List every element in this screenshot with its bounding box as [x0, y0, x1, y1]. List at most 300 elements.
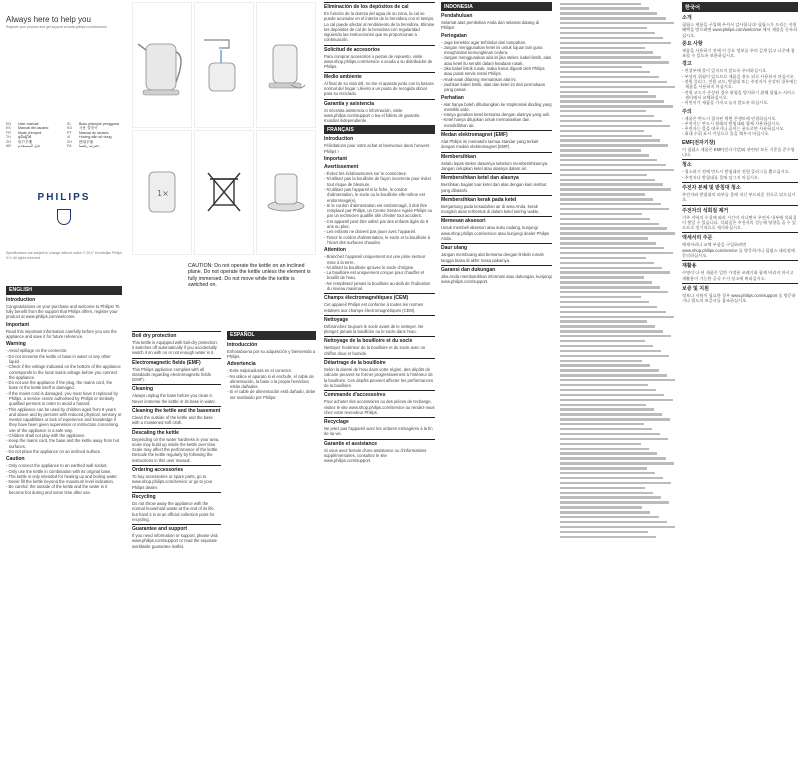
text-line: [560, 325, 655, 327]
text-line: [560, 139, 660, 141]
text-line: [560, 3, 641, 5]
id-caution-item: - Hanya gunakan ketel bersama dengan alasnya yang asli.: [441, 112, 550, 118]
fill-kettle-illustration: [194, 2, 254, 128]
text-line: [560, 218, 650, 220]
intro-text: Congratulations on your purchase and welcome to Philips! To fully benefit from the support that Philips offers, register your product at www.philips.com/welcome.: [6, 303, 120, 320]
language-entry: [6, 144, 61, 148]
heading-ko-support: 보증 및 지원: [682, 283, 798, 292]
ko-warning-item: - 어린이가 제품을 가지고 놀지 않도록 하십시오.: [682, 100, 769, 106]
ko-caution-list: [682, 116, 798, 137]
id-warning-item: - Jangan menggunakan ketel ini untuk tujuan lain guna menghindari kemungkinan cedera.: [441, 44, 543, 56]
section-heading: Membersihkan: [441, 152, 552, 160]
caution-item: - Only use the kettle in combination with its original base.: [6, 468, 112, 474]
heading-introduction: Introduction: [6, 296, 36, 303]
text-line: [560, 242, 656, 244]
language-manual-title: دفترچه راهنما: [79, 144, 100, 149]
ko-caution-item: - 최대 수위 표시 이상으로 물을 채우지 마십시오.: [682, 131, 770, 137]
section-heading: Commande d'accessoires: [324, 390, 435, 398]
heading-ko-recycle: 재활용: [682, 260, 798, 269]
text-line: [560, 95, 656, 97]
important-text: Read this important information carefully before you use the appliance and save it for future reference.: [6, 328, 117, 340]
id-warning-item: - Jauhkan kabel listrik, alas dan ketel ini dari permukaan yang panas.: [441, 81, 546, 93]
es-warning-list: [227, 368, 316, 400]
language-manual-title: 사용 설명서: [79, 126, 98, 131]
section-francais: FRANÇAIS: [324, 125, 435, 134]
warning-item: - Do not place the appliance on an inclined surface.: [6, 448, 102, 454]
cover-footer: Specifications are subject to change without notice © 2017 Koninklijke Philips N.V. All rights reserved.: [6, 251, 122, 260]
heading-es-warning: Advertencia: [227, 361, 256, 368]
fr-warning-list: [324, 171, 435, 245]
text-line: [560, 120, 662, 122]
text-line: [560, 12, 657, 14]
section-heading: Membersihkan kerak pada ketel: [441, 195, 552, 203]
text-line: [560, 81, 667, 83]
ko-important-text: 제품을 사용하기 전에 이 중요 정보를 주의 깊게 읽고 나중에 참조할 수 있도록 보관하십시오.: [682, 47, 795, 59]
caution-item: - Never fill the kettle beyond the maximum level indication.: [6, 479, 114, 485]
text-line: [560, 223, 659, 225]
ko-caution-item: - 주전자는 물을 데우거나 끓이는 용도로만 사용하십시오.: [682, 126, 785, 132]
text-line: [560, 159, 657, 161]
text-line: [560, 536, 656, 538]
text-line: [560, 364, 650, 366]
text-line: [560, 110, 646, 112]
heading-fr-attention: Attention: [324, 247, 346, 254]
language-entry: [67, 144, 122, 148]
text-line: [560, 531, 648, 533]
heading-ko-descale: 주전자의 석회질 제거: [682, 205, 798, 214]
fr-warning-item: - Si le cordon d'alimentation est endommagé, il doit être remplacé par Philips, un Centre Service Agréé Philips ou par un technicien qualifié afin d'éviter tout accident.: [324, 202, 433, 219]
ko-warning-list: [682, 68, 798, 105]
text-line: [560, 257, 646, 259]
section-paragraph: Jika Anda membutuhkan informasi atau dukungan, kunjungi www.philips.com/support.: [441, 273, 552, 285]
text-line: [560, 423, 644, 425]
fr-warning-item: - N'utilisez pas l'appareil si la fiche, le cordon d'alimentation, le socle ou la bouilloire elle-même est endommagé(e).: [324, 186, 425, 203]
text-line: [560, 37, 663, 39]
section-heading: Détartrage de la bouilloire: [324, 358, 435, 366]
language-manual-title: Manual do usuário: [79, 130, 109, 135]
text-line: [560, 501, 669, 503]
page3-col-2: [441, 0, 552, 465]
text-line: [560, 428, 652, 430]
section-korean: 한국어: [682, 2, 798, 12]
text-line: [560, 492, 653, 494]
es-intro-text: Enhorabuena por su adquisición y bienvenido a Philips.: [227, 348, 316, 359]
ko-clean-list: [682, 169, 798, 180]
section-paragraph: Pour acheter des accessoires ou des pièces de rechange, visitez le site www.shop.philips.com/service ou rendez-vous chez votre revendeur Philips.: [324, 399, 435, 415]
section-heading: Ordering accessories: [132, 465, 221, 473]
section-paragraph: Untuk membeli aksesori atau suku cadang, kunjungi www.shop.philips.com/service atau kunjungi dealer Philips Anda.: [441, 225, 549, 242]
section-paragraph: Si necesita asistencia o información, visite www.philips.com/support o lea el folleto de garantía mundial independiente.: [324, 107, 420, 124]
heading-ko-clean-kettle: 주전자 본체 및 받침대 청소: [682, 182, 798, 191]
section-paragraph: Nettoyez l'extérieur de la bouilloire et du socle avec un chiffon doux et humide.: [324, 345, 426, 356]
text-line: [560, 135, 652, 137]
id-caution-item: - Alat hanya boleh dihubungkan ke stopkontak dinding yang memiliki arde.: [441, 101, 552, 112]
text-line: [560, 496, 661, 498]
text-line: [560, 66, 642, 68]
heading-ko-warning: 경고: [682, 61, 692, 68]
section-espanol: ESPAÑOL: [227, 331, 316, 340]
heading-warning: Warning: [6, 341, 26, 348]
language-code: FA: [67, 144, 72, 149]
section-indonesia: INDONESIA: [441, 2, 552, 11]
section-paragraph: En función de la dureza del agua de su zona, la cal se puede acumular en el interior de la hervidora con el tiempo. La cal puede afectar al rendimiento de la hervidora. Elimine los depósitos de cal de la hervidora con regularidad siguiendo las instrucciones que se proporcionan a continuación.: [324, 11, 435, 43]
text-line: [560, 291, 668, 293]
heading-ko-accessories: 액세서리 주문: [682, 232, 798, 241]
section-paragraph: This kettle is equipped with boil-dry protection: it switches off automatically if you accidentally switch it on with no or not enough water in it.: [132, 339, 218, 356]
es-warning-item: - No utilice el aparato si el enchufe, el cable de alimentación, la base o la propia hervidora están dañados.: [227, 373, 314, 390]
illustration-grid: [132, 0, 316, 255]
caution-list: [6, 463, 122, 495]
section-heading: Descaling the kettle: [132, 428, 221, 436]
section-heading: Memesan aksesori: [441, 216, 552, 224]
text-line: [560, 399, 673, 401]
language-manual-title: User manual: [18, 122, 39, 126]
text-line: [560, 262, 654, 264]
text-line: [560, 174, 647, 176]
water-tap-icon: [199, 35, 249, 95]
text-line: [560, 281, 652, 283]
text-line: [560, 22, 674, 24]
es-warning-item: - Evite salpicaduras en el conector.: [227, 368, 292, 374]
ko-accessories-text: 액세서리나 교체 부품을 구입하려면 www.shop.philips.com/service 를 방문하거나 필립스 대리점에 문의하십시오.: [682, 242, 795, 259]
ko-intro-text: 필립스 제품을 구입해 주셔서 감사합니다! 필립스가 드리는 지원 혜택을 받으려면 www.philips.com/welcome 에서 제품을 등록하십시오.: [682, 22, 798, 38]
caution-item: - Be careful: the outside of the kettle and the water in it become hot during and some time after use.: [6, 484, 108, 495]
heading-important: Important: [6, 321, 30, 328]
text-line: [560, 286, 660, 288]
text-line: [560, 521, 667, 523]
text-line: [560, 179, 655, 181]
text-line: [560, 51, 653, 53]
language-code: ID: [67, 122, 71, 126]
section-heading: Champs électromagnétiques (CEM): [324, 293, 435, 301]
text-line: [560, 482, 671, 484]
text-line: [560, 448, 649, 450]
text-line: [560, 360, 642, 362]
philips-logo: PHILIPS: [37, 192, 91, 204]
es-cont: [324, 2, 435, 123]
text-line: [560, 452, 657, 454]
text-line: [560, 7, 649, 9]
warning-list: [6, 348, 122, 454]
section-paragraph: Ne jetez pas l'appareil avec les ordures ménagères à la fin de sa vie.: [324, 426, 433, 437]
page4-col-2: [682, 0, 798, 305]
language-code: KO: [67, 126, 73, 131]
page3-columns: [324, 0, 552, 465]
language-manual-title: دليل المستخدم: [18, 144, 41, 149]
page4-col-1: [560, 0, 676, 305]
id-warning-item: - Jika kabel listrik rusak, maka harus diganti oleh Philips atau pusat servis resmi Philips.: [441, 66, 545, 77]
ko-recycle-text: 수명이 다 된 제품은 일반 가정용 쓰레기와 함께 버리지 마시고 재활용이 가능한 공식 수거 장소에 버리십시오.: [682, 270, 794, 281]
fr-warning-item: - Tenez le cordon d'alimentation, le socle et la bouilloire à l'écart des surfaces chaudes.: [324, 234, 430, 245]
spare-parts-illustration: [256, 130, 316, 256]
text-line: [560, 506, 642, 508]
text-line: [560, 472, 655, 474]
section-heading: Boil dry protection: [132, 331, 221, 339]
fr-warning-item: - Cet appareil peut être utilisé par des enfants âgés de 8 ans ou plus.: [324, 218, 429, 230]
text-line: [560, 32, 655, 34]
text-line: [560, 76, 659, 78]
text-line: [560, 198, 653, 200]
section-heading: Electromagnetic fields (EMF): [132, 358, 221, 366]
text-line: [560, 296, 641, 298]
section-paragraph: Jangan membuang alat bersama dengan limbah rumah tangga biasa di akhir masa pakainya.: [441, 252, 544, 263]
heading-ko-important: 중요 사항: [682, 40, 703, 47]
section-heading: Nettoyage de la bouilloire et du socle: [324, 336, 435, 344]
language-code: FR: [6, 130, 11, 135]
section-heading: Daur ulang: [441, 243, 552, 251]
language-manual-title: Manual del usuario: [18, 126, 49, 131]
text-line: [560, 169, 674, 171]
english-cont-columns: [132, 329, 316, 550]
text-line: [560, 247, 664, 249]
language-code: ZH: [67, 139, 72, 144]
text-line: [560, 237, 648, 239]
kettle-icon: [134, 30, 190, 100]
fr-caution-list: [324, 254, 435, 291]
heading-ko-intro: 소개: [682, 15, 692, 21]
text-line: [560, 56, 661, 58]
text-line: [560, 252, 673, 254]
heading-ko-caution: 주의: [682, 108, 692, 115]
section-paragraph: Always unplug the base before you clean it. Never immerse the kettle or its base in water.: [132, 393, 216, 404]
warning-item: - Do not immerse the kettle or base in water or any other liquid.: [6, 353, 111, 364]
section-heading: Garantía y asistencia: [324, 99, 435, 107]
section-paragraph: To buy accessories or spare parts, go to www.shop.philips.com/service or go to your Philips dealer.: [132, 474, 213, 490]
id-caution-list: [441, 102, 552, 128]
heading-caution: Caution: [6, 456, 25, 463]
text-line: [560, 105, 673, 107]
text-line: [560, 144, 668, 146]
text-line: [560, 183, 663, 185]
text-line: [560, 164, 666, 166]
language-code: EN: [6, 122, 11, 126]
text-line: [560, 17, 666, 19]
fr-caution-item: - La bouilloire est uniquement conçue pour chauffer et bouillir de l'eau.: [324, 270, 425, 281]
text-line: [560, 311, 666, 313]
text-line: [560, 115, 654, 117]
text-line: [560, 413, 662, 415]
heading-id-perhatian: Perhatian: [441, 94, 464, 101]
heading-es-intro: Introducción: [227, 341, 258, 348]
ko-clean-item: - 청소하기 전에 반드시 받침대의 전원 플러그를 뽑으십시오.: [682, 169, 790, 175]
section-paragraph: Débranchez toujours le socle avant de le nettoyer. Ne plongez jamais la bouilloire ou le socle dans l'eau.: [324, 323, 424, 335]
language-manual-title: Buku petunjuk pengguna: [79, 122, 119, 126]
warning-item: - Check if the voltage indicated on the bottom of the appliance corresponds to the local mains voltage before you connect the appliance.: [6, 364, 121, 380]
cover-subtitle: Register your product and get support at www.philips.com/welcome: [6, 25, 108, 29]
fr-caution-item: - N'utilisez la bouilloire qu'avec le socle d'origine.: [324, 264, 415, 270]
text-line: [560, 374, 667, 376]
heading-fr-avertissement: Avertissement: [324, 164, 359, 171]
cover-page: [0, 0, 128, 758]
fr-caution-item: - Ne remplissez jamais la bouilloire au-delà de l'indication du niveau maximal.: [324, 280, 431, 291]
text-line: [560, 443, 641, 445]
text-line: [560, 276, 644, 278]
id-warning-item: - Jangan menggunakan alat ini jika steker, kabel listrik, alas atau ketel itu sendiri dalam keadaan rusak.: [441, 55, 552, 66]
section-heading: Cleaning: [132, 384, 221, 392]
section-paragraph: Bergantung pada kesadahan air di area Anda, kerak mungkin akan terbentuk di dalam ketel seiring waktu.: [441, 203, 540, 215]
ko-warning-item: - 연결부에 물이 엎지르지 않도록 주의하십시오.: [682, 68, 768, 74]
text-line: [560, 433, 660, 435]
text-line: [560, 345, 653, 347]
text-line: [560, 149, 641, 151]
heading-ko-emf: EMF(전자기장): [682, 139, 716, 146]
text-line: [560, 316, 674, 318]
illustration-page: [128, 0, 320, 758]
ko-warning-item: - 부상의 위험이 있으므로 제품을 용도 외로 사용하지 마십시오.: [682, 73, 795, 79]
language-index: [6, 122, 122, 148]
language-manual-title: คู่มือผู้ใช้: [18, 135, 32, 140]
section-heading: Nettoyage: [324, 315, 435, 323]
text-line: [560, 91, 648, 93]
section-heading: Solicitud de accesorios: [324, 45, 435, 53]
section-paragraph: Cet appareil Philips est conforme à toutes les normes relatives aux champs électromagnétiques (CEM).: [324, 302, 424, 313]
text-line: [560, 487, 645, 489]
text-line: [560, 47, 645, 49]
text-line: [560, 271, 670, 273]
ko-caution-item: - 제품은 반드시 접지된 벽면 콘센트에 연결하십시오.: [682, 115, 777, 121]
text-line: [560, 71, 650, 73]
heading-id-intro: Pendahuluan: [441, 13, 473, 19]
language-code: ZH: [6, 139, 11, 144]
text-line: [560, 340, 645, 342]
text-line: [560, 154, 649, 156]
section-heading: Recyclage: [324, 417, 435, 425]
text-line: [560, 27, 647, 29]
section-paragraph: Selalu lepas steker dasarnya sebelum membersihkannya. Jangan celupkan ketel atau alasnya dalam air.: [441, 160, 549, 171]
text-line: [560, 457, 666, 459]
warning-item: - This appliance can be used by children aged from 8 years and above and by persons with reduced physical, sensory or mental capabilities or lack of experience and knowledge if they have been given supervision or instruction concerning use of the appliance in a safe way.: [6, 406, 122, 433]
language-code: AR: [6, 144, 11, 149]
id-caution-item: - Ketel hanya ditujukan untuk memanaskan dan mendidihkan air.: [441, 117, 530, 128]
fr-cont: [324, 293, 435, 463]
descaling-illustration: [132, 130, 192, 256]
text-line: [560, 188, 671, 190]
text-line: [560, 301, 649, 303]
section-english: ENGLISH: [6, 286, 122, 295]
section-paragraph: Al final de su vida útil, no tire el aparato junto con la basura normal del hogar. Llévelo a un punto de recogida oficial para su reciclado.: [324, 80, 434, 97]
fr-intro-text: Félicitations pour votre achat et bienvenue dans l'univers Philips !: [324, 143, 430, 154]
warning-item: - Avoid spillage on the connector.: [6, 348, 68, 354]
ko-clean-kettle-text: 주전자와 받침대의 외부를 물에 적신 부드러운 천으로 닦으십시오.: [682, 191, 796, 203]
ko-descale-text: 거주 지역의 수질에 따라 시간이 지나면서 주전자 내부에 석회질이 쌓일 수 있습니다. 석회질은 주전자의 성능에 영향을 줄 수 있으므로 정기적으로 제거하십시오.: [682, 214, 797, 231]
section-paragraph: Clean the outside of the kettle and the base with a moistened soft cloth.: [132, 415, 213, 426]
text-line: [560, 408, 654, 410]
section-heading: Cleaning the kettle and the basement: [132, 408, 221, 414]
text-line: [560, 42, 671, 44]
text-line: [560, 379, 675, 381]
language-code: PT: [67, 130, 72, 135]
language-manual-title: Hướng dẫn sử dụng: [79, 135, 112, 140]
es-warning-item: - Si el cable de alimentación está dañado, debe ser sustituido por Philips.: [227, 389, 316, 400]
ko-caution-item: - 주전자는 반드시 원래의 받침대와 함께 사용하십시오.: [682, 120, 781, 126]
warning-item: - If the mains cord is damaged, you must have it replaced by Philips, a service centre authorised by Philips or similarly qualified persons in order to avoid a hazard.: [6, 390, 118, 407]
text-line: [560, 335, 671, 337]
text-line: [560, 418, 670, 420]
id-intro-text: Selamat atas pembelian Anda dan selamat datang di Philips!: [441, 20, 540, 31]
caution-item: - The kettle is only intended for heating up and boiling water.: [6, 473, 118, 479]
text-line: [560, 320, 647, 322]
fr-caution-item: - Branchez l'appareil uniquement sur une prise secteur mise à la terre.: [324, 254, 426, 265]
id-warning-item: - Anak-anak dilarang memainkan alat ini.: [441, 76, 517, 82]
section-heading: Eliminación de los depósitos de cal: [324, 2, 435, 10]
text-line: [560, 267, 662, 269]
section-heading: Medio ambiente: [324, 72, 435, 80]
kettle-base-icon: [261, 162, 311, 222]
ko-warning-item: - 전원 코드가 손상된 경우 위험을 방지하기 위해 필립스 서비스 센터에서 교체하십시오.: [682, 89, 795, 100]
text-line: [560, 208, 669, 210]
warning-item: - Keep the mains cord, the base and the kettle away from hot surfaces.: [6, 438, 120, 449]
power-plug-icon: [261, 35, 311, 95]
cover-title: Always here to help you: [6, 15, 91, 24]
text-line: [560, 462, 674, 464]
section-heading: Recycling: [132, 492, 221, 500]
heading-fr-important: Important: [324, 156, 348, 163]
text-line: [560, 227, 667, 229]
warning-item: - Children shall not play with the appliance.: [6, 433, 86, 439]
english-col-1: [132, 329, 221, 550]
text-line: [560, 86, 675, 88]
recycle-illustration: [194, 130, 254, 256]
fr-warning-item: - N'utilisez pas la bouilloire de façon incorrecte pour éviter tout risque de blessure.: [324, 176, 432, 187]
page3-col-1: [324, 0, 435, 465]
text-line: [560, 467, 647, 469]
text-line: [560, 232, 675, 234]
section-heading: Medan elektromagnet (EMF): [441, 130, 552, 138]
text-line: [560, 203, 661, 205]
kettle-overview-illustration: [132, 2, 192, 128]
section-paragraph: Para comprar accesorios o piezas de repuesto, visite www.shop.philips.com/service o acuda a su distribuidor de Philips.: [324, 53, 433, 70]
text-line: [560, 526, 675, 528]
text-line: [560, 100, 664, 102]
section-paragraph: Depending on the water hardness in your area, scale may build up inside the kettle over time. Scale may affect the performance of the kettle. Descale the kettle regularly by following the instructions in this user manual.: [132, 436, 220, 463]
heading-id-peringatan: Peringatan: [441, 32, 467, 39]
language-manual-title: 使用手冊: [79, 139, 94, 144]
text-line: [560, 193, 645, 195]
id-warning-list: [441, 40, 552, 93]
text-line: [560, 61, 669, 63]
text-line: [560, 477, 663, 479]
text-line: [560, 125, 670, 127]
caution-notice: CAUTION: Do not operate the kettle on an inclined plane. Do not operate the kettle unless the element is fully immersed. Do not move while the kettle is switched on.: [188, 263, 311, 289]
id-warning-item: - Jaga konektor agar terhindar dari tumpahan.: [441, 39, 527, 45]
page4-columns: [560, 0, 798, 305]
descale-icon: [137, 162, 187, 222]
section-paragraph: Bersihkan bagian luar ketel dan alas dengan kain lembut yang dibasahi.: [441, 182, 547, 193]
text-line: [560, 389, 656, 391]
section-paragraph: Alat Philips ini mematuhi semua standar yang terkait dengan medan elektromagnet (EMF).: [441, 139, 539, 150]
ko-filler-lines: [560, 3, 676, 153]
warning-item: - Do not use the appliance if the plug, the mains cord, the base or the kettle itself is damaged.: [6, 380, 113, 391]
svg-text:1×: 1×: [157, 189, 169, 199]
switch-on-illustration: [256, 2, 316, 128]
language-manual-title: Mode d'emploi: [18, 130, 42, 135]
crossed-bin-icon: [204, 169, 244, 215]
text-line: [560, 355, 669, 357]
text-line: [560, 511, 650, 513]
fr-warning-item: - Les enfants ne doivent pas jouer avec l'appareil.: [324, 229, 417, 235]
page-es-fr-id: [320, 0, 556, 758]
caution-item: - Only connect the appliance to an earthed wall socket.: [6, 463, 108, 469]
section-paragraph: Do not throw away the appliance with the normal household waste at the end of its life, but hand it in at an official collection point for recycling.: [132, 500, 215, 522]
text-line: [560, 130, 644, 132]
text-line: [560, 306, 657, 308]
text-line: [560, 213, 642, 215]
text-line: [560, 404, 646, 406]
language-code: VI: [67, 135, 71, 140]
ko-support-text: 정보나 지원이 필요한 경우 www.philips.com/support 를 방문하거나 별도의 보증서를 참조하십시오.: [682, 292, 796, 304]
page-korean: [556, 0, 802, 758]
section-heading: Garantie et assistance: [324, 439, 435, 447]
